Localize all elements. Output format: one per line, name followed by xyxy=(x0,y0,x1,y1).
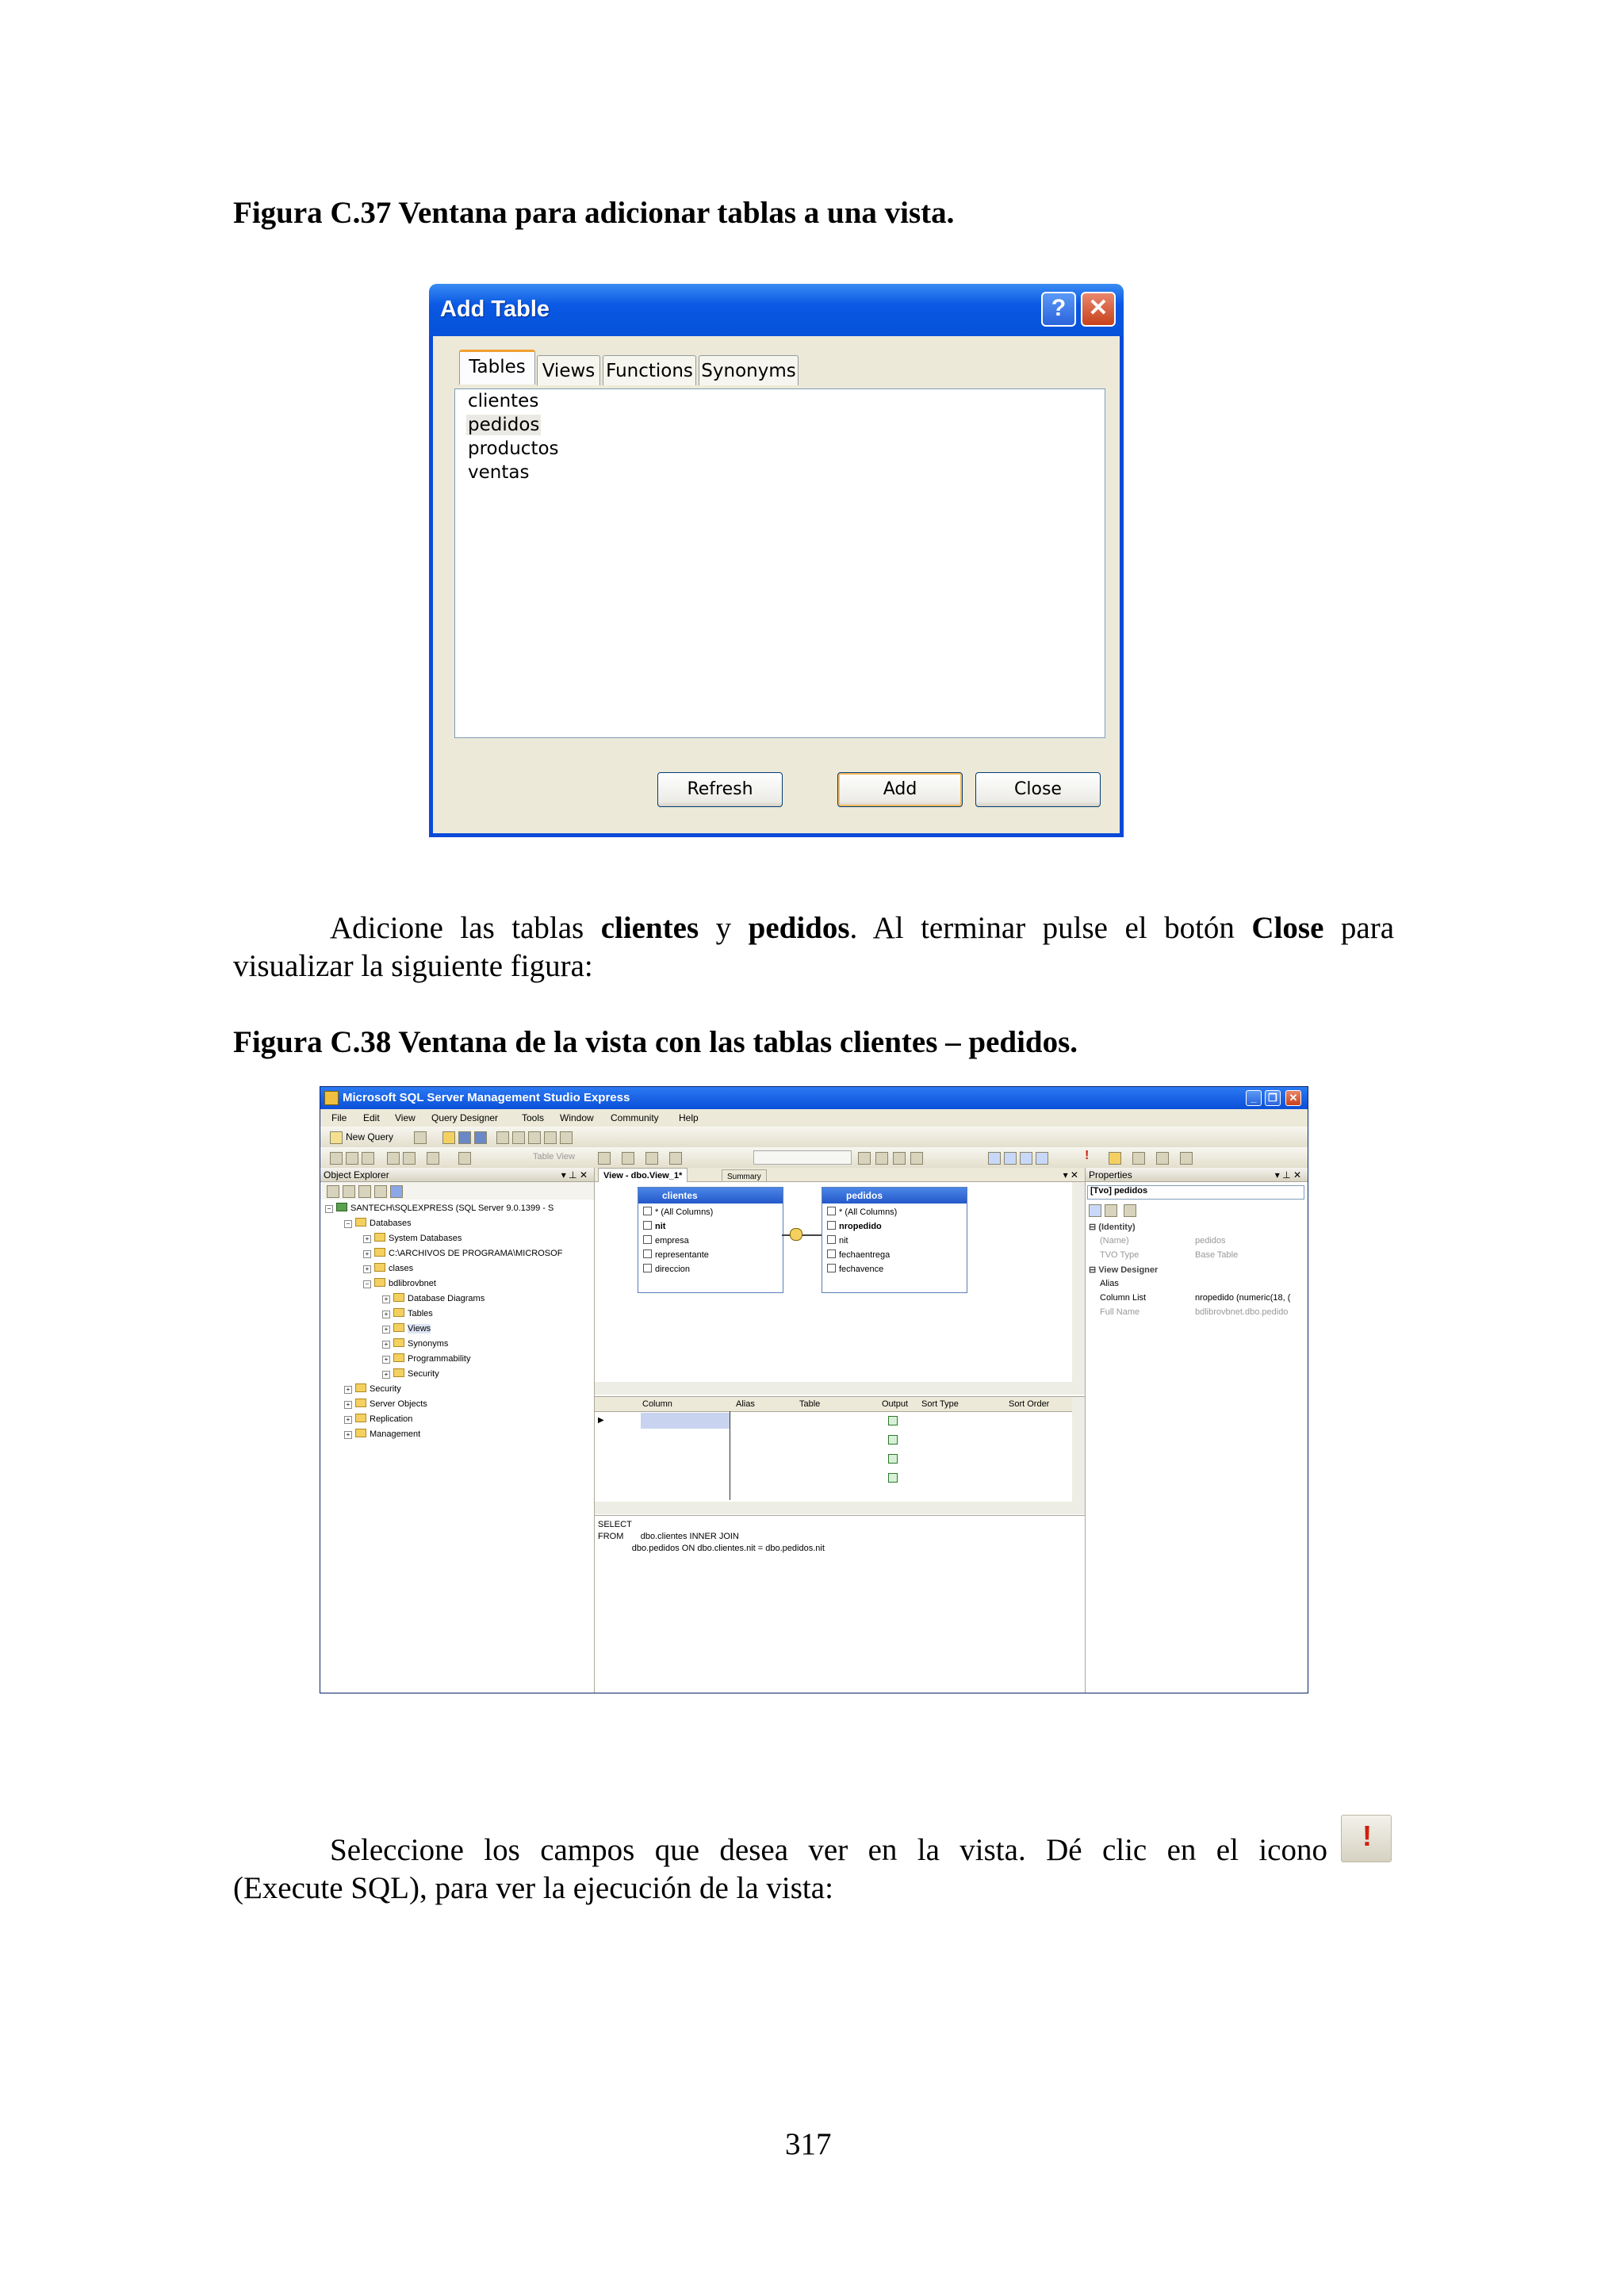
paragraph-line-1: Seleccione los campos que desea ver en la vista. Dé clic en el icono xyxy=(330,1833,1327,1867)
help-icon[interactable]: ? xyxy=(1041,292,1076,327)
menu-community[interactable]: Community xyxy=(611,1112,659,1123)
output-checkbox[interactable] xyxy=(888,1416,898,1425)
column-row[interactable]: representante xyxy=(643,1249,709,1260)
paragraph-line-2: (Execute SQL), para ver la ejecución de la vista: xyxy=(233,1871,833,1905)
sql-pane-icon[interactable] xyxy=(1020,1152,1032,1165)
toolbar-combobox[interactable] xyxy=(753,1150,852,1165)
output-checkbox[interactable] xyxy=(888,1473,898,1483)
output-checkbox[interactable] xyxy=(888,1435,898,1445)
toolbar-icon[interactable] xyxy=(458,1152,471,1165)
table-box-title: clientes xyxy=(638,1188,783,1203)
vertical-scrollbar[interactable] xyxy=(1072,1397,1085,1514)
property-pages-icon[interactable] xyxy=(1124,1204,1136,1217)
grid-header: Sort Order xyxy=(1009,1399,1050,1409)
doc-close-icon[interactable]: ▾ ✕ xyxy=(1063,1169,1078,1181)
grid-header: Sort Type xyxy=(921,1399,959,1409)
toolbar-icon[interactable] xyxy=(560,1131,573,1144)
property-name: Column List xyxy=(1100,1293,1147,1303)
tree-node-server[interactable]: − SANTECH\SQLEXPRESS (SQL Server 9.0.1399 - S xyxy=(325,1203,553,1213)
toolbar-icon[interactable] xyxy=(875,1152,888,1165)
app-icon xyxy=(324,1091,339,1105)
close-icon[interactable]: ✕ xyxy=(1285,1090,1301,1106)
column-row[interactable]: fechavence xyxy=(827,1264,883,1274)
paragraph-add-tables xyxy=(233,909,1394,985)
tab-tables[interactable]: Tables xyxy=(459,350,535,385)
figure-caption-c38: Figura C.38 Ventana de la vista con las tablas clientes – pedidos. xyxy=(233,1025,1078,1059)
properties-pane xyxy=(1086,1168,1308,1693)
toolbar-icon[interactable] xyxy=(598,1152,611,1165)
new-file-icon[interactable] xyxy=(414,1131,427,1144)
disconnect-icon[interactable] xyxy=(343,1185,355,1198)
criteria-pane-icon[interactable] xyxy=(1004,1152,1017,1165)
toolbar-icon[interactable] xyxy=(512,1131,525,1144)
execute-sql-icon[interactable]: ! xyxy=(1085,1149,1090,1162)
open-icon[interactable] xyxy=(442,1131,455,1144)
pane-close-icon[interactable]: ▾ ⊥ ✕ xyxy=(1274,1169,1301,1181)
paragraph-bold: pedidos xyxy=(748,911,850,945)
toolbar-icon[interactable] xyxy=(858,1152,871,1165)
object-explorer-toolbar xyxy=(320,1182,594,1200)
toolbar-icon[interactable] xyxy=(528,1131,541,1144)
property-name: Alias xyxy=(1100,1279,1119,1288)
window-title: Microsoft SQL Server Management Studio Express xyxy=(343,1091,630,1104)
figure-caption-c37: Figura C.37 Ventana para adicionar tablas a una vista. xyxy=(233,196,955,230)
table-box-pedidos[interactable] xyxy=(822,1187,967,1293)
list-item[interactable]: ventas xyxy=(468,462,530,483)
table-box-clientes[interactable] xyxy=(638,1187,783,1293)
toolbar-icon[interactable] xyxy=(1132,1152,1145,1165)
tree-node-database[interactable]: + clases xyxy=(363,1263,413,1273)
execute-sql-icon: ! xyxy=(1341,1815,1392,1862)
property-value[interactable]: Base Table xyxy=(1195,1250,1239,1260)
categorized-icon[interactable] xyxy=(1089,1204,1101,1217)
menu-view[interactable]: View xyxy=(395,1112,416,1123)
dialog-titlebar xyxy=(429,284,1124,336)
menu-help[interactable]: Help xyxy=(679,1112,699,1123)
pane-close-icon[interactable]: ▾ ⊥ ✕ xyxy=(561,1169,588,1181)
menu-tools[interactable]: Tools xyxy=(522,1112,545,1123)
column-row[interactable]: empresa xyxy=(643,1235,689,1246)
menu-window[interactable]: Window xyxy=(560,1112,594,1123)
paragraph-bold: Close xyxy=(1251,911,1324,945)
minimize-icon[interactable]: _ xyxy=(1246,1090,1262,1106)
toolbar-icon[interactable] xyxy=(1109,1152,1121,1165)
property-value[interactable]: nropedido (numeric(18, ( xyxy=(1195,1293,1291,1303)
grid-header-row xyxy=(595,1397,1072,1412)
menu-edit[interactable]: Edit xyxy=(363,1112,380,1123)
close-button[interactable]: Close xyxy=(975,772,1101,807)
paragraph-text: para visualizar la siguiente figura: xyxy=(233,911,1395,983)
toolbar-icon[interactable] xyxy=(427,1152,439,1165)
window-titlebar xyxy=(320,1087,1308,1109)
tree-node-security[interactable]: + Security xyxy=(382,1368,439,1379)
new-query-button[interactable]: New Query xyxy=(346,1131,394,1142)
document-tabs xyxy=(595,1168,1085,1182)
grid-header: Alias xyxy=(736,1399,755,1409)
tree-node-database-diagrams[interactable]: + Database Diagrams xyxy=(382,1293,485,1303)
toolbar-icon[interactable] xyxy=(403,1152,416,1165)
sql-text[interactable]: SELECT FROM dbo.clientes INNER JOIN dbo.pedidos ON dbo.clientes.nit = dbo.pedidos.nit xyxy=(598,1520,825,1553)
diagram-pane-icon[interactable] xyxy=(988,1152,1001,1165)
properties-section[interactable]: ⊟ View Designer xyxy=(1089,1265,1159,1275)
toolbar-icon[interactable] xyxy=(387,1152,400,1165)
tree-node-database[interactable]: − bdlibrovbnet xyxy=(363,1278,436,1288)
dialog-body xyxy=(433,336,1120,833)
toolbar-icon[interactable] xyxy=(893,1152,906,1165)
toolbar-icon[interactable] xyxy=(1156,1152,1169,1165)
object-explorer-header xyxy=(320,1168,594,1182)
column-row[interactable]: nropedido xyxy=(827,1221,882,1231)
object-explorer-pane xyxy=(320,1168,595,1693)
save-all-icon[interactable] xyxy=(474,1131,487,1144)
close-icon[interactable]: ✕ xyxy=(1081,292,1116,327)
grid-header: Output xyxy=(882,1399,909,1409)
tree-node-system-databases[interactable]: + System Databases xyxy=(363,1233,462,1243)
tab-summary[interactable]: Summary xyxy=(722,1169,767,1185)
paragraph-text: y xyxy=(699,911,749,945)
toolbar-icon[interactable] xyxy=(330,1152,343,1165)
tab-synonyms[interactable]: Synonyms xyxy=(699,355,799,385)
property-value[interactable]: bdlibrovbnet.dbo.pedido xyxy=(1195,1307,1289,1317)
toolbar-standard xyxy=(320,1127,1308,1148)
page-number: 317 xyxy=(785,2127,832,2161)
toolbar-icon[interactable] xyxy=(1180,1152,1193,1165)
properties-section[interactable]: ⊟ (Identity) xyxy=(1089,1223,1136,1232)
property-name: (Name) xyxy=(1100,1236,1129,1246)
tree-node-databases[interactable]: − Databases xyxy=(344,1218,412,1228)
tree-node-views[interactable]: + Views xyxy=(382,1323,431,1334)
add-table-dialog xyxy=(429,284,1124,837)
table-view-button[interactable]: Table View xyxy=(533,1152,575,1161)
list-item[interactable]: clientes xyxy=(468,391,539,411)
property-name: Full Name xyxy=(1100,1307,1140,1317)
properties-object-select[interactable]: [Tvo] pedidos xyxy=(1087,1185,1304,1200)
tree-node-database[interactable]: + C:\ARCHIVOS DE PROGRAMA\MICROSOF xyxy=(363,1248,562,1258)
column-row[interactable]: nit xyxy=(827,1235,848,1246)
column-row[interactable]: fechaentrega xyxy=(827,1249,890,1260)
tree-node-security[interactable]: + Security xyxy=(344,1383,401,1394)
save-icon[interactable] xyxy=(458,1131,471,1144)
horizontal-scrollbar[interactable] xyxy=(595,1382,1072,1395)
column-row[interactable]: direccion xyxy=(643,1264,690,1274)
properties-toolbar xyxy=(1087,1203,1135,1217)
toolbar-icon[interactable] xyxy=(346,1152,358,1165)
column-row[interactable]: * (All Columns) xyxy=(827,1207,897,1217)
toolbar-icon[interactable] xyxy=(622,1152,634,1165)
list-item[interactable]: productos xyxy=(468,438,559,459)
tree-node-replication[interactable]: + Replication xyxy=(344,1414,412,1424)
tree-node-synonyms[interactable]: + Synonyms xyxy=(382,1338,448,1349)
tables-listbox[interactable] xyxy=(454,388,1105,738)
grid-cell-selected[interactable] xyxy=(641,1413,730,1429)
tab-views[interactable]: Views xyxy=(537,355,600,385)
column-row[interactable]: nit xyxy=(643,1221,665,1231)
tree-node-tables[interactable]: + Tables xyxy=(382,1308,433,1318)
filter-icon[interactable] xyxy=(390,1185,403,1198)
row-pointer-icon: ▶ xyxy=(598,1416,604,1425)
refresh-icon[interactable] xyxy=(374,1185,387,1198)
tree-node-server-objects[interactable]: + Server Objects xyxy=(344,1399,427,1409)
add-button[interactable]: Add xyxy=(837,772,963,807)
menu-query-designer[interactable]: Query Designer xyxy=(431,1112,499,1123)
toolbar-icon[interactable] xyxy=(544,1131,557,1144)
property-value[interactable]: pedidos xyxy=(1195,1236,1226,1246)
list-item[interactable]: pedidos xyxy=(468,415,540,435)
tree-node-programmability[interactable]: + Programmability xyxy=(382,1353,470,1364)
property-name: TVO Type xyxy=(1100,1250,1139,1260)
tree-node-management[interactable]: + Management xyxy=(344,1429,420,1439)
horizontal-scrollbar[interactable] xyxy=(595,1502,1072,1514)
grid-header: Column xyxy=(642,1399,672,1409)
new-query-icon[interactable] xyxy=(330,1131,343,1144)
connect-icon[interactable] xyxy=(327,1185,339,1198)
sql-pane xyxy=(595,1515,1085,1693)
paragraph-bold: clientes xyxy=(600,911,699,945)
paragraph-text: Adicione las tablas xyxy=(330,911,601,945)
tab-functions[interactable]: Functions xyxy=(603,355,696,385)
toolbar-icon[interactable] xyxy=(496,1131,509,1144)
properties-title: Properties xyxy=(1089,1169,1132,1181)
refresh-button[interactable]: Refresh xyxy=(657,772,783,807)
toolbar-icon[interactable] xyxy=(669,1152,682,1165)
grid-header: Table xyxy=(799,1399,821,1409)
dialog-title: Add Table xyxy=(440,297,550,322)
view-designer-pane xyxy=(595,1168,1086,1693)
toolbar-view-designer xyxy=(320,1147,1308,1169)
join-key-icon[interactable] xyxy=(790,1228,802,1241)
paragraph-text: . Al terminar pulse el botón xyxy=(849,911,1252,945)
diagram-pane xyxy=(595,1182,1085,1395)
object-explorer-tree xyxy=(320,1203,594,1693)
maximize-icon[interactable]: ❐ xyxy=(1265,1090,1281,1106)
menu-file[interactable]: File xyxy=(331,1112,347,1123)
tab-view-dbo-view-1[interactable]: View - dbo.View_1* xyxy=(598,1168,688,1183)
menu-bar xyxy=(320,1109,1308,1127)
toolbar-icon[interactable] xyxy=(362,1152,374,1165)
vertical-scrollbar[interactable] xyxy=(1072,1182,1085,1395)
table-box-title: pedidos xyxy=(822,1188,967,1203)
object-explorer-title: Object Explorer xyxy=(324,1169,389,1181)
stop-icon[interactable] xyxy=(358,1185,371,1198)
properties-header xyxy=(1086,1168,1308,1182)
alphabetical-icon[interactable] xyxy=(1105,1204,1117,1217)
criteria-pane xyxy=(595,1396,1085,1514)
output-checkbox[interactable] xyxy=(888,1454,898,1464)
results-pane-icon[interactable] xyxy=(1036,1152,1048,1165)
toolbar-icon[interactable] xyxy=(645,1152,658,1165)
column-row[interactable]: * (All Columns) xyxy=(643,1207,713,1217)
toolbar-icon[interactable] xyxy=(910,1152,923,1165)
ssms-window xyxy=(320,1086,1308,1693)
